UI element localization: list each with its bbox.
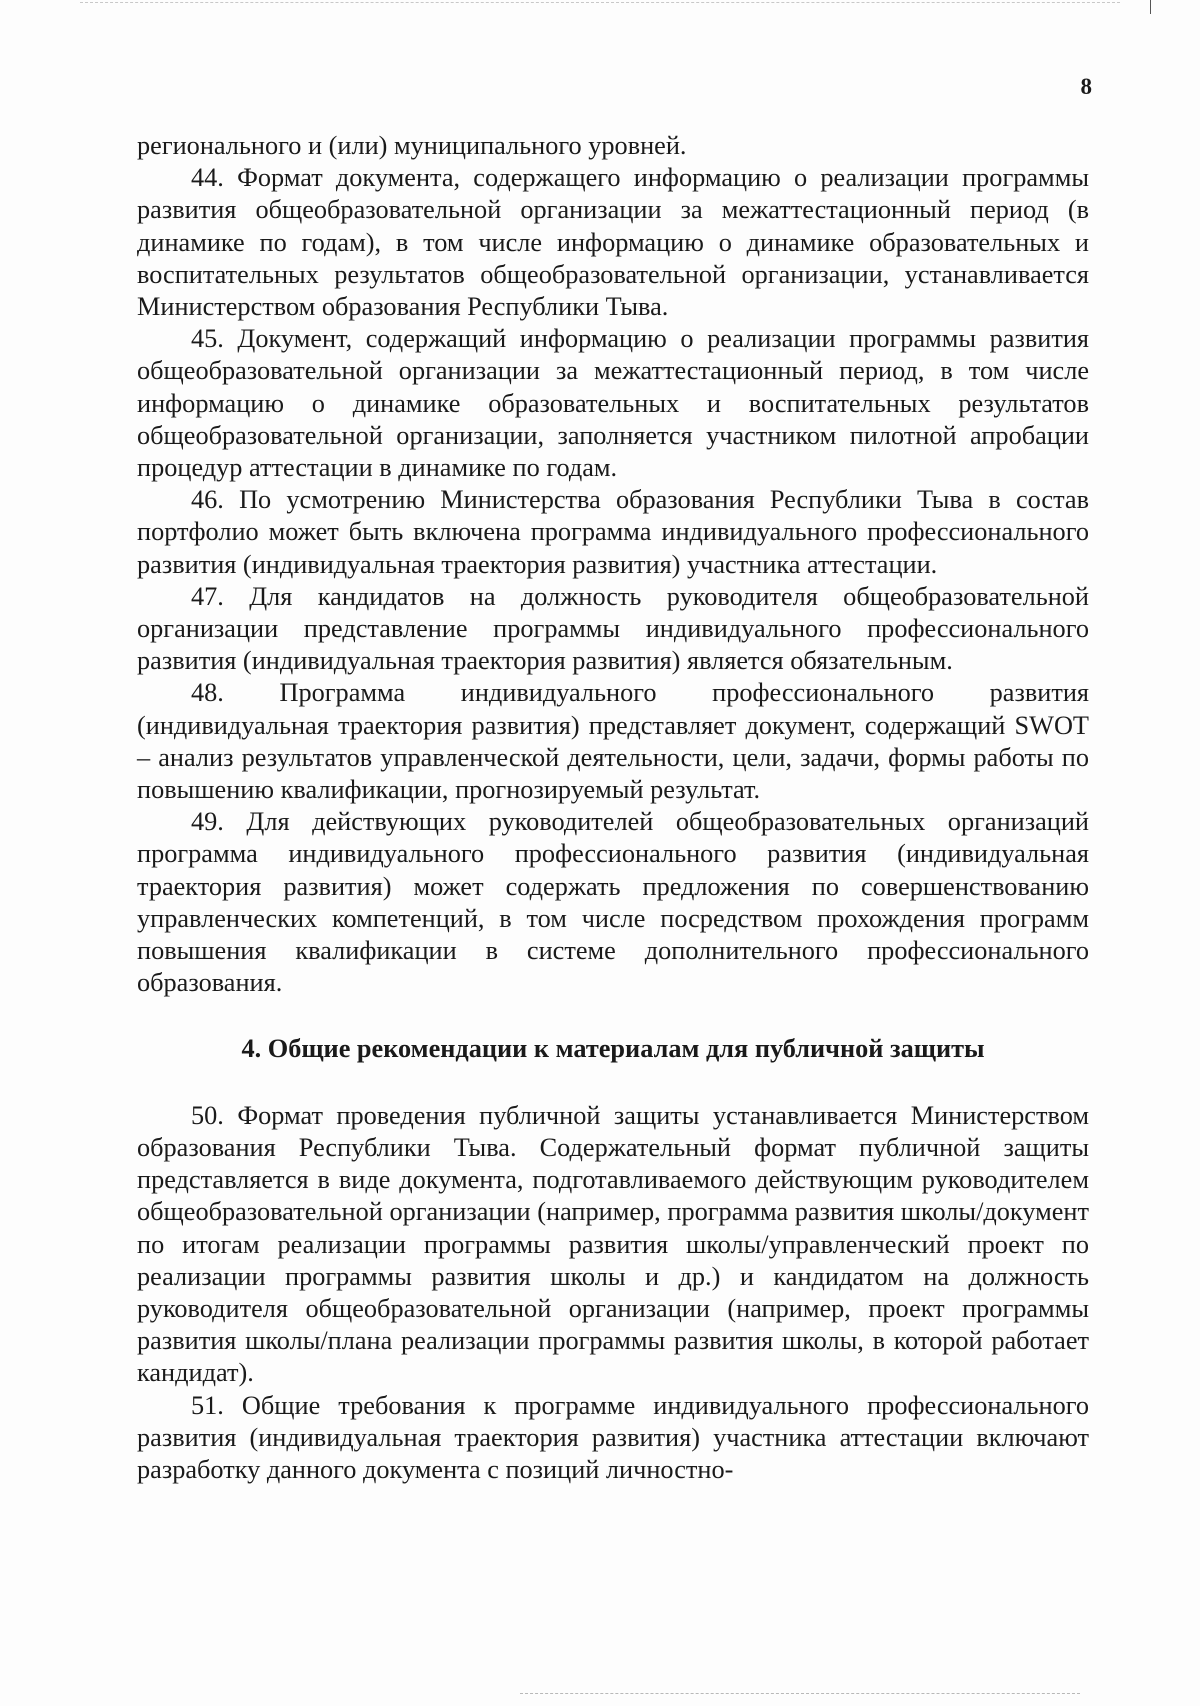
- paragraph-47: 47. Для кандидатов на должность руководителя общеобразовательной организации представление программы индивидуального профессионального развития (индивидуальная траектория развития) является обязательным.: [137, 581, 1089, 676]
- paragraph-51: 51. Общие требования к программе индивидуального профессионального развития (индивидуальная траектория развития) участника аттестации включают разработку данного документа с позиций личностно-: [137, 1390, 1089, 1484]
- scan-edge-right: [1150, 0, 1151, 14]
- document-body: [137, 130, 1089, 1486]
- paragraph-44: 44. Формат документа, содержащего информацию о реализации программы развития общеобразовательной организации за межаттестационный период (в динамике по годам), в том числе информацию о динамике образовательных и воспитательных результатов общеобразовательной организации, устанавливается Министерством образования Республики Тыва.: [137, 163, 1089, 322]
- page-number: 8: [1080, 74, 1092, 99]
- section-heading: 4. Общие рекомендации к материалам для публичной защиты: [241, 1034, 985, 1064]
- scan-edge-top: [80, 2, 1120, 4]
- paragraph-46: 46. По усмотрению Министерства образования Республики Тыва в состав портфолио может быть включена программа индивидуального профессионального развития (индивидуальная траектория развития) участника аттестации.: [137, 485, 1089, 579]
- paragraph-49: 49. Для действующих руководителей общеобразовательных организаций программа индивидуального профессионального развития (индивидуальная траектория развития) может содержать предложения по совершенствованию управленческих компетенций, в том числе посредством прохождения программ повышения квалификации в системе дополнительного профессионального образования.: [137, 807, 1089, 998]
- paragraph-50: 50. Формат проведения публичной защиты устанавливается Министерством образования Республики Тыва. Содержательный формат публичной защиты представляется в виде документа, подготавливаемого действующим руководителем общеобразовательной организации (например, программа развития школы/документ по итогам реализации программы развития школы/управленческий проект по реализации программы развития школы и др.) и кандидатом на должность руководителя общеобразовательной организации (например, проект программы развития школы/плана реализации программы развития школы, в которой работает кандидат).: [137, 1100, 1089, 1388]
- paragraph-continuation: регионального и (или) муниципального уровней.: [137, 131, 687, 160]
- scan-edge-bottom: [520, 1693, 1080, 1695]
- paragraph-48: 48. Программа индивидуального профессионального развития (индивидуальная траектория развития) представляет документ, содержащий SWOT – анализ результатов управленческой деятельности, цели, задачи, формы работы по повышению квалификации, прогнозируемый результат.: [137, 678, 1089, 805]
- paragraph-45: 45. Документ, содержащий информацию о реализации программы развития общеобразовательной организации за межаттестационный период, в том числе информацию о динамике образовательных и воспитательных результатов общеобразовательной организации, заполняется участником пилотной апробации процедур аттестации в динамике по годам.: [137, 324, 1089, 483]
